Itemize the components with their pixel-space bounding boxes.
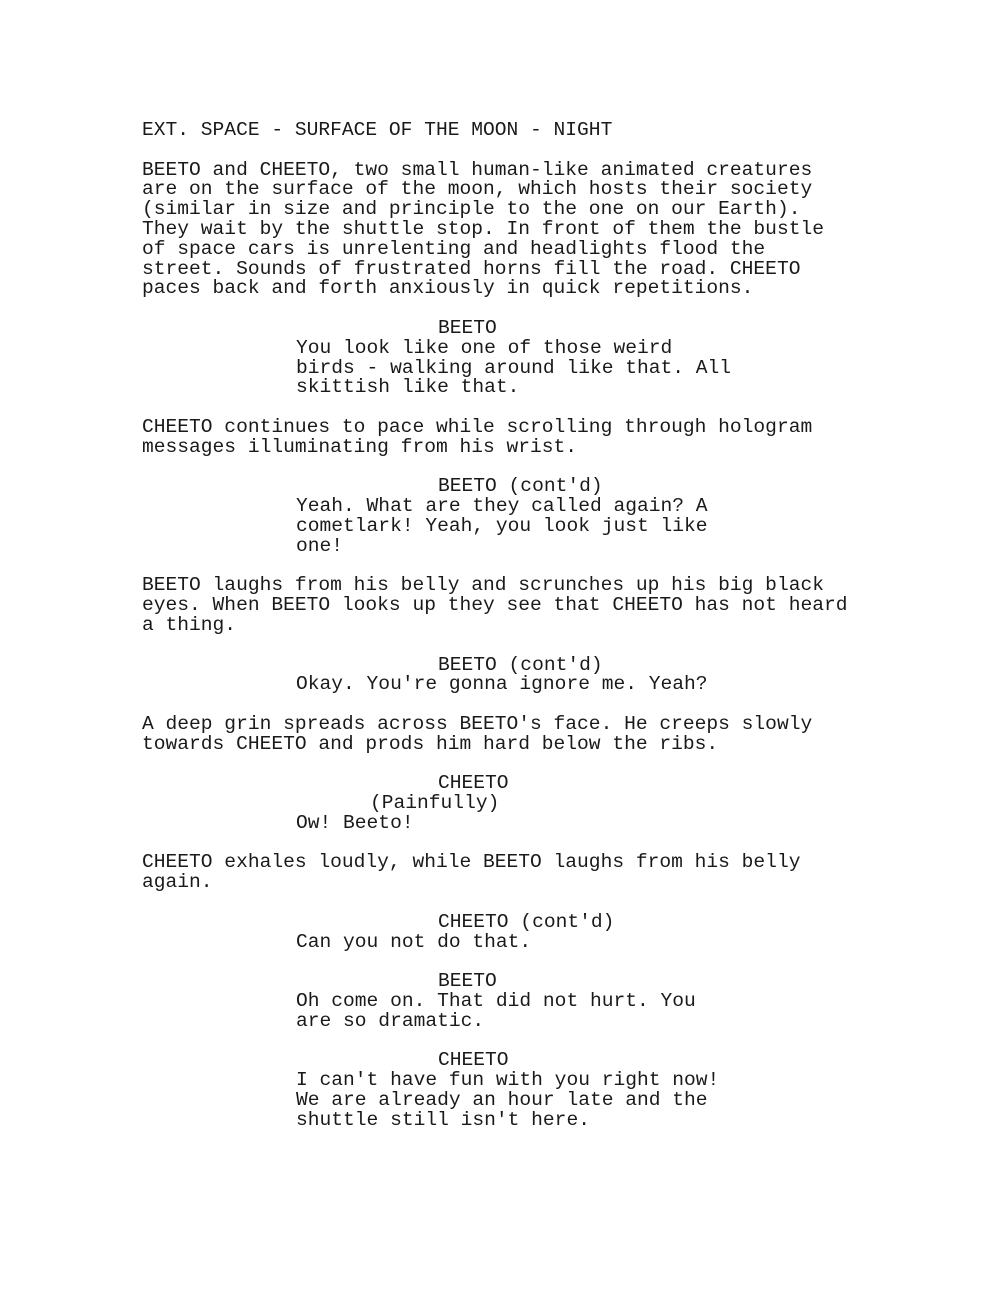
spacer	[142, 952, 872, 972]
action-line: eyes. When BEETO looks up they see that CHEETO has not heard	[142, 594, 848, 617]
action-line: CHEETO continues to pace while scrolling through hologram	[142, 415, 813, 438]
action-line: are on the surface of the moon, which hosts their society	[142, 178, 813, 201]
action-line: towards CHEETO and prods him hard below the ribs.	[142, 732, 719, 755]
character-cue: BEETO (cont'd)	[438, 653, 603, 676]
dialogue-line: skittish like that.	[296, 376, 520, 399]
spacer	[142, 636, 872, 656]
action-line: A deep grin spreads across BEETO's face. He creeps slowly	[142, 712, 813, 735]
character-cue: BEETO (cont'd)	[438, 475, 603, 498]
action-block	[142, 576, 872, 635]
dialogue-line: Okay. You're gonna ignore me. Yeah?	[296, 673, 708, 696]
dialogue-line: shuttle still isn't here.	[296, 1108, 590, 1131]
action-block	[142, 712, 872, 755]
parenthetical: (Painfully)	[370, 792, 500, 815]
action-line: paces back and forth anxiously in quick repetitions.	[142, 277, 754, 300]
action-line: They wait by the shuttle stop. In front of them the bustle	[142, 217, 824, 240]
action-block	[142, 853, 872, 893]
dialogue-line: I can't have fun with you right now!	[296, 1069, 720, 1092]
dialogue-block	[142, 316, 872, 399]
action-line: of space cars is unrelenting and headlights flood the	[142, 237, 766, 260]
dialogue-line: Oh come on. That did not hurt. You	[296, 990, 696, 1013]
action-line: BEETO laughs from his belly and scrunches up his big black	[142, 574, 824, 597]
screenplay-body	[142, 121, 872, 1131]
action-line: CHEETO exhales loudly, while BEETO laughs from his belly	[142, 851, 801, 874]
character-cue: CHEETO	[438, 1049, 509, 1072]
dialogue-block	[142, 653, 872, 696]
dialogue-line: Yeah. What are they called again? A	[296, 495, 708, 518]
character-cue: BEETO	[438, 316, 497, 339]
dialogue-line: Ow! Beeto!	[296, 811, 414, 834]
dialogue-block	[142, 1051, 872, 1130]
spacer	[142, 398, 872, 418]
action-line: messages illuminating from his wrist.	[142, 435, 578, 458]
character-cue: CHEETO	[438, 772, 509, 795]
spacer	[142, 299, 872, 319]
spacer	[142, 141, 872, 161]
spacer	[142, 893, 872, 913]
action-line: again.	[142, 871, 213, 894]
spacer	[142, 695, 872, 715]
character-cue: BEETO	[438, 970, 497, 993]
dialogue-line: You look like one of those weird	[296, 336, 673, 359]
dialogue-block	[142, 477, 872, 556]
action-block	[142, 158, 872, 300]
dialogue-line: cometlark! Yeah, you look just like	[296, 514, 708, 537]
action-line: street. Sounds of frustrated horns fill the road. CHEETO	[142, 257, 801, 280]
action-line: a thing.	[142, 613, 237, 636]
dialogue-block	[142, 972, 872, 1031]
dialogue-line: Can you not do that.	[296, 930, 532, 953]
action-block	[142, 415, 872, 458]
dialogue-line: birds - walking around like that. All	[296, 356, 732, 379]
scene-heading: EXT. SPACE - SURFACE OF THE MOON - NIGHT	[142, 119, 613, 141]
action-line: BEETO and CHEETO, two small human-like animated creatures	[142, 158, 813, 181]
dialogue-block	[142, 910, 872, 953]
character-cue: CHEETO (cont'd)	[438, 910, 615, 933]
dialogue-line: We are already an hour late and the	[296, 1089, 708, 1112]
dialogue-line: one!	[296, 534, 344, 557]
dialogue-block	[142, 774, 872, 833]
action-line: (similar in size and principle to the one on our Earth).	[142, 198, 801, 221]
dialogue-line: are so dramatic.	[296, 1009, 485, 1032]
